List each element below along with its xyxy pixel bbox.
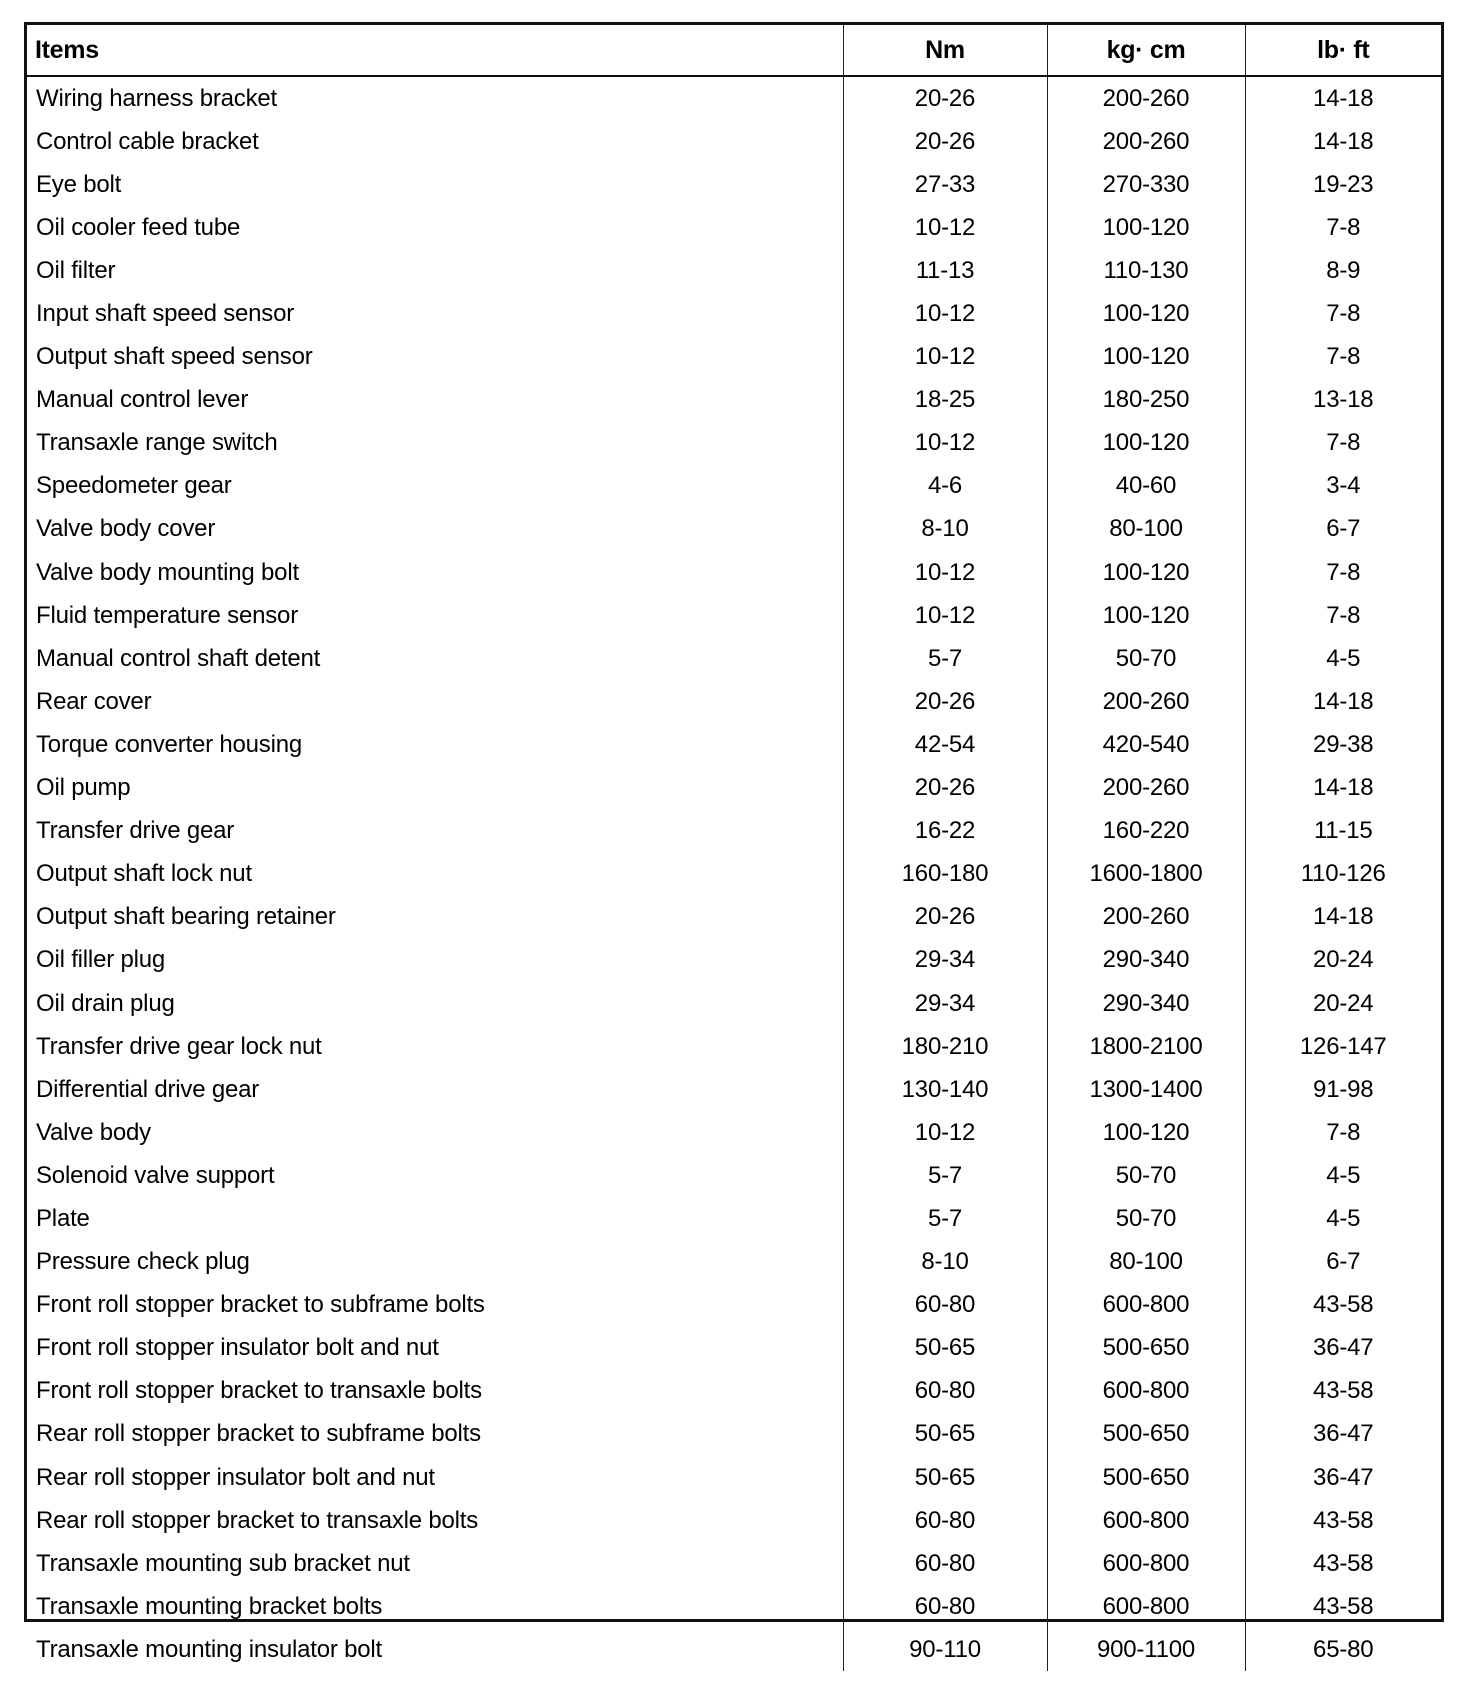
- cell-lbft: 7-8: [1245, 1111, 1441, 1154]
- table-row: [27, 1111, 1441, 1154]
- cell-kgcm: 200-260: [1047, 896, 1245, 939]
- cell-kgcm: 270-330: [1047, 163, 1245, 206]
- table-row: [27, 422, 1441, 465]
- table-row: [27, 1585, 1441, 1628]
- cell-nm: 20-26: [843, 120, 1047, 163]
- cell-item: Transaxle mounting insulator bolt: [36, 1635, 383, 1663]
- cell-item: Valve body cover: [36, 515, 216, 543]
- cell-nm: 60-80: [843, 1542, 1047, 1585]
- table-row: [27, 982, 1441, 1025]
- table-row: [27, 637, 1441, 680]
- cell-lbft: 20-24: [1245, 939, 1441, 982]
- cell-kgcm: 160-220: [1047, 810, 1245, 853]
- table-row: [27, 1025, 1441, 1068]
- cell-nm: 8-10: [843, 1241, 1047, 1284]
- cell-nm: 10-12: [843, 551, 1047, 594]
- table-row: [27, 1284, 1441, 1327]
- cell-nm: 20-26: [843, 680, 1047, 723]
- cell-nm: 180-210: [843, 1025, 1047, 1068]
- table-row: [27, 853, 1441, 896]
- cell-item: Front roll stopper bracket to subframe bolts: [36, 1291, 485, 1319]
- header-nm: Nm: [843, 25, 1047, 76]
- table-row: [27, 1241, 1441, 1284]
- cell-lbft: 43-58: [1245, 1284, 1441, 1327]
- cell-kgcm: 100-120: [1047, 336, 1245, 379]
- cell-kgcm: 50-70: [1047, 1197, 1245, 1240]
- cell-lbft: 29-38: [1245, 723, 1441, 766]
- table-row: [27, 723, 1441, 766]
- cell-lbft: 4-5: [1245, 637, 1441, 680]
- table-header: [27, 25, 1441, 76]
- cell-nm: 29-34: [843, 939, 1047, 982]
- cell-nm: 130-140: [843, 1068, 1047, 1111]
- cell-item: Control cable bracket: [36, 127, 259, 155]
- table-row: [27, 465, 1441, 508]
- cell-kgcm: 100-120: [1047, 292, 1245, 335]
- cell-item: Transfer drive gear: [36, 817, 235, 845]
- cell-kgcm: 100-120: [1047, 551, 1245, 594]
- cell-item: Oil pump: [36, 774, 131, 802]
- cell-item: Output shaft lock nut: [36, 860, 252, 888]
- table-row: [27, 594, 1441, 637]
- cell-lbft: 43-58: [1245, 1542, 1441, 1585]
- table-row: [27, 767, 1441, 810]
- cell-kgcm: 100-120: [1047, 1111, 1245, 1154]
- cell-lbft: 14-18: [1245, 767, 1441, 810]
- table-row: [27, 206, 1441, 249]
- cell-lbft: 14-18: [1245, 120, 1441, 163]
- cell-kgcm: 600-800: [1047, 1542, 1245, 1585]
- cell-item: Transaxle mounting bracket bolts: [36, 1592, 383, 1620]
- cell-lbft: 91-98: [1245, 1068, 1441, 1111]
- cell-item: Fluid temperature sensor: [36, 601, 298, 629]
- table-row: [27, 1197, 1441, 1240]
- cell-lbft: 19-23: [1245, 163, 1441, 206]
- cell-kgcm: 290-340: [1047, 982, 1245, 1025]
- table-body: [27, 76, 1441, 1671]
- cell-lbft: 11-15: [1245, 810, 1441, 853]
- cell-item: Front roll stopper bracket to transaxle bolts: [36, 1377, 482, 1405]
- cell-lbft: 43-58: [1245, 1585, 1441, 1628]
- cell-nm: 8-10: [843, 508, 1047, 551]
- cell-nm: 60-80: [843, 1585, 1047, 1628]
- cell-lbft: 4-5: [1245, 1197, 1441, 1240]
- cell-item: Oil filter: [36, 256, 116, 284]
- table-row: [27, 508, 1441, 551]
- torque-table-frame: [24, 22, 1444, 1663]
- cell-item: Output shaft bearing retainer: [36, 903, 336, 931]
- cell-lbft: 6-7: [1245, 508, 1441, 551]
- cell-lbft: 8-9: [1245, 249, 1441, 292]
- cell-kgcm: 200-260: [1047, 767, 1245, 810]
- cell-item: Oil cooler feed tube: [36, 213, 241, 241]
- cell-nm: 10-12: [843, 336, 1047, 379]
- cell-lbft: 4-5: [1245, 1154, 1441, 1197]
- cell-lbft: 43-58: [1245, 1370, 1441, 1413]
- cell-nm: 5-7: [843, 1154, 1047, 1197]
- cell-item: Oil filler plug: [36, 946, 166, 974]
- cell-item: Rear cover: [36, 687, 152, 715]
- table-row: [27, 1327, 1441, 1370]
- cell-kgcm: 600-800: [1047, 1585, 1245, 1628]
- cell-nm: 50-65: [843, 1327, 1047, 1370]
- cell-lbft: 14-18: [1245, 896, 1441, 939]
- header-kgcm: kg· cm: [1047, 25, 1245, 76]
- cell-nm: 16-22: [843, 810, 1047, 853]
- header-lbft: lb· ft: [1245, 25, 1441, 76]
- table-row: [27, 810, 1441, 853]
- cell-nm: 29-34: [843, 982, 1047, 1025]
- cell-kgcm: 100-120: [1047, 422, 1245, 465]
- cell-item: Pressure check plug: [36, 1248, 250, 1276]
- cell-kgcm: 50-70: [1047, 1154, 1245, 1197]
- cell-nm: 18-25: [843, 379, 1047, 422]
- cell-lbft: 110-126: [1245, 853, 1441, 896]
- cell-lbft: 7-8: [1245, 292, 1441, 335]
- cell-item: Torque converter housing: [36, 730, 303, 758]
- cell-item: Rear roll stopper bracket to transaxle bolts: [36, 1506, 479, 1534]
- cell-kgcm: 420-540: [1047, 723, 1245, 766]
- cell-lbft: 14-18: [1245, 76, 1441, 120]
- cell-kgcm: 1800-2100: [1047, 1025, 1245, 1068]
- cell-kgcm: 600-800: [1047, 1370, 1245, 1413]
- cell-lbft: 36-47: [1245, 1456, 1441, 1499]
- cell-item: Rear roll stopper bracket to subframe bolts: [36, 1420, 481, 1448]
- cell-item: Rear roll stopper insulator bolt and nut: [36, 1463, 435, 1491]
- table-row: [27, 292, 1441, 335]
- cell-lbft: 36-47: [1245, 1413, 1441, 1456]
- table-row: [27, 76, 1441, 120]
- cell-item: Manual control shaft detent: [36, 644, 321, 672]
- cell-nm: 90-110: [843, 1628, 1047, 1671]
- cell-item: Oil drain plug: [36, 989, 175, 1017]
- table-row: [27, 939, 1441, 982]
- cell-kgcm: 200-260: [1047, 680, 1245, 723]
- cell-item: Solenoid valve support: [36, 1161, 275, 1189]
- cell-lbft: 7-8: [1245, 594, 1441, 637]
- cell-lbft: 36-47: [1245, 1327, 1441, 1370]
- cell-kgcm: 500-650: [1047, 1456, 1245, 1499]
- cell-item: Output shaft speed sensor: [36, 343, 313, 371]
- cell-item: Valve body mounting bolt: [36, 558, 299, 586]
- table-row: [27, 379, 1441, 422]
- table-row: [27, 1456, 1441, 1499]
- cell-nm: 10-12: [843, 422, 1047, 465]
- cell-item: Speedometer gear: [36, 472, 232, 500]
- cell-nm: 20-26: [843, 76, 1047, 120]
- cell-item: Eye bolt: [36, 170, 122, 198]
- cell-lbft: 3-4: [1245, 465, 1441, 508]
- cell-lbft: 43-58: [1245, 1499, 1441, 1542]
- header-items: Items: [27, 25, 843, 76]
- cell-lbft: 126-147: [1245, 1025, 1441, 1068]
- cell-kgcm: 1300-1400: [1047, 1068, 1245, 1111]
- cell-kgcm: 40-60: [1047, 465, 1245, 508]
- cell-nm: 10-12: [843, 206, 1047, 249]
- cell-kgcm: 110-130: [1047, 249, 1245, 292]
- cell-nm: 27-33: [843, 163, 1047, 206]
- cell-nm: 50-65: [843, 1456, 1047, 1499]
- cell-nm: 160-180: [843, 853, 1047, 896]
- cell-kgcm: 200-260: [1047, 120, 1245, 163]
- cell-lbft: 65-80: [1245, 1628, 1441, 1671]
- cell-kgcm: 200-260: [1047, 76, 1245, 120]
- cell-nm: 4-6: [843, 465, 1047, 508]
- cell-kgcm: 100-120: [1047, 594, 1245, 637]
- table-row: [27, 1154, 1441, 1197]
- torque-spec-table: [27, 25, 1441, 1671]
- cell-lbft: 6-7: [1245, 1241, 1441, 1284]
- table-row: [27, 120, 1441, 163]
- cell-kgcm: 100-120: [1047, 206, 1245, 249]
- cell-nm: 10-12: [843, 292, 1047, 335]
- cell-kgcm: 500-650: [1047, 1413, 1245, 1456]
- cell-nm: 42-54: [843, 723, 1047, 766]
- cell-nm: 50-65: [843, 1413, 1047, 1456]
- cell-kgcm: 80-100: [1047, 508, 1245, 551]
- cell-item: Manual control lever: [36, 386, 249, 414]
- table-row: [27, 1542, 1441, 1585]
- cell-lbft: 20-24: [1245, 982, 1441, 1025]
- cell-kgcm: 500-650: [1047, 1327, 1245, 1370]
- cell-kgcm: 80-100: [1047, 1241, 1245, 1284]
- cell-kgcm: 600-800: [1047, 1284, 1245, 1327]
- cell-nm: 60-80: [843, 1370, 1047, 1413]
- cell-item: Input shaft speed sensor: [36, 300, 295, 328]
- cell-lbft: 13-18: [1245, 379, 1441, 422]
- cell-lbft: 7-8: [1245, 551, 1441, 594]
- header-row: [27, 25, 1441, 76]
- cell-nm: 60-80: [843, 1499, 1047, 1542]
- table-row: [27, 1413, 1441, 1456]
- cell-nm: 11-13: [843, 249, 1047, 292]
- table-row: [27, 249, 1441, 292]
- table-row: [27, 551, 1441, 594]
- cell-item: Plate: [36, 1204, 90, 1232]
- cell-nm: 5-7: [843, 1197, 1047, 1240]
- table-row: [27, 1068, 1441, 1111]
- cell-lbft: 7-8: [1245, 422, 1441, 465]
- cell-nm: 10-12: [843, 1111, 1047, 1154]
- cell-lbft: 7-8: [1245, 206, 1441, 249]
- cell-kgcm: 900-1100: [1047, 1628, 1245, 1671]
- cell-item: Valve body: [36, 1118, 151, 1146]
- table-row: [27, 1499, 1441, 1542]
- table-row: [27, 680, 1441, 723]
- cell-kgcm: 1600-1800: [1047, 853, 1245, 896]
- cell-kgcm: 180-250: [1047, 379, 1245, 422]
- cell-kgcm: 50-70: [1047, 637, 1245, 680]
- cell-nm: 5-7: [843, 637, 1047, 680]
- cell-item: Transfer drive gear lock nut: [36, 1032, 322, 1060]
- table-row: [27, 336, 1441, 379]
- cell-nm: 60-80: [843, 1284, 1047, 1327]
- table-row: [27, 1628, 1441, 1671]
- cell-item: Differential drive gear: [36, 1075, 260, 1103]
- cell-lbft: 14-18: [1245, 680, 1441, 723]
- table-row: [27, 896, 1441, 939]
- cell-nm: 20-26: [843, 896, 1047, 939]
- cell-kgcm: 600-800: [1047, 1499, 1245, 1542]
- table-row: [27, 1370, 1441, 1413]
- cell-item: Transaxle range switch: [36, 429, 278, 457]
- cell-nm: 10-12: [843, 594, 1047, 637]
- cell-item: Transaxle mounting sub bracket nut: [36, 1549, 410, 1577]
- table-row: [27, 163, 1441, 206]
- cell-item: Wiring harness bracket: [36, 84, 278, 112]
- cell-lbft: 7-8: [1245, 336, 1441, 379]
- cell-nm: 20-26: [843, 767, 1047, 810]
- cell-item: Front roll stopper insulator bolt and nut: [36, 1334, 439, 1362]
- cell-kgcm: 290-340: [1047, 939, 1245, 982]
